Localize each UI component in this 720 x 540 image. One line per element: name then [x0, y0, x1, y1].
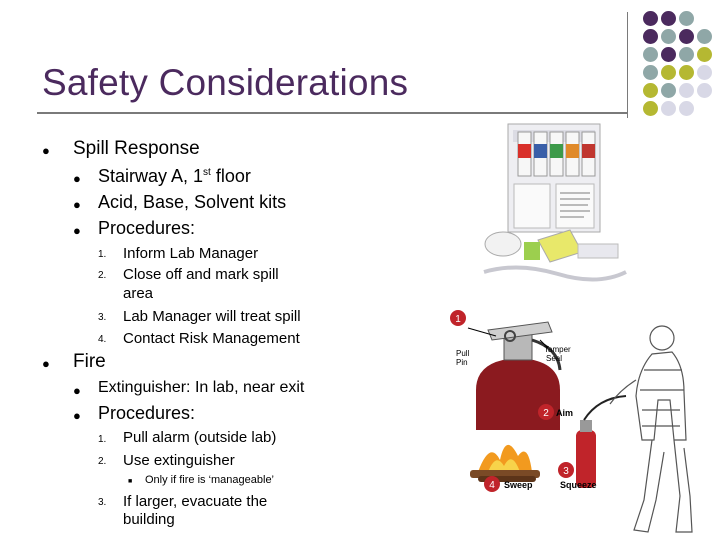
decor-dot — [679, 83, 694, 98]
label-tamper: Tamper — [544, 345, 571, 354]
decor-dot — [643, 83, 658, 98]
decor-dot — [661, 47, 676, 62]
step-badge-3 — [558, 462, 574, 478]
kit-sock — [484, 267, 626, 279]
fire-step-1: Pull alarm (outside lab) — [123, 429, 277, 446]
label-sweep: Sweep — [504, 480, 533, 490]
decor-dot — [661, 65, 676, 80]
spill-location-sup: st — [203, 167, 211, 178]
bullet-marker: ● — [73, 408, 81, 423]
fire-step-3-cont: building — [123, 511, 175, 528]
spill-step-4: Contact Risk Management — [123, 330, 300, 347]
label-squeeze: Squeeze — [560, 480, 597, 490]
kit-pad — [578, 244, 618, 258]
step-badge-2 — [538, 404, 554, 420]
fire-step-2: Use extinguisher — [123, 452, 235, 469]
kit-gloves — [485, 232, 521, 256]
fire-step-2-note: Only if fire is ‘manageable’ — [145, 474, 275, 486]
kit-green-pad — [524, 242, 540, 260]
decor-dot — [661, 101, 676, 116]
spill-step-3: Lab Manager will treat spill — [123, 308, 301, 325]
step-number: 1. — [98, 249, 107, 260]
decor-dot — [697, 83, 712, 98]
decor-dot — [697, 65, 712, 80]
step-number: 2. — [98, 270, 107, 281]
bullet-marker: ● — [73, 171, 81, 186]
slide-title: Safety Considerations — [42, 62, 409, 103]
kit-caution-sign — [538, 230, 582, 262]
decor-dot — [697, 47, 712, 62]
spill-response-heading: Spill Response — [73, 138, 200, 159]
label-pin: Pin — [456, 358, 468, 367]
spill-location — [98, 166, 251, 187]
extinguisher-diagram — [448, 300, 720, 540]
badge-1-number: 1 — [455, 314, 461, 325]
fire-step-3: If larger, evacuate the — [123, 493, 268, 510]
step-number: 3. — [98, 312, 107, 323]
wireframe-person — [610, 326, 692, 532]
kit-bottles — [518, 132, 595, 176]
spill-step-1: Inform Lab Manager — [123, 245, 259, 262]
fire-image — [470, 445, 540, 482]
decor-dot — [679, 47, 694, 62]
step-number: 2. — [98, 456, 107, 467]
label-pull: Pull — [456, 349, 470, 358]
step-number: 4. — [98, 334, 107, 345]
fire-heading: Fire — [73, 351, 106, 372]
spill-kit-image — [478, 122, 628, 292]
decor-dot — [643, 11, 658, 26]
decor-dot — [643, 101, 658, 116]
vertical-divider — [627, 12, 628, 118]
badge-2-number: 2 — [543, 408, 549, 419]
spill-step-2: Close off and mark spill — [123, 266, 279, 283]
extinguisher-small — [576, 396, 626, 488]
kit-bag — [514, 184, 550, 228]
badge-3-number: 3 — [563, 466, 569, 477]
decor-dot — [661, 29, 676, 44]
decor-dot — [661, 83, 676, 98]
decor-dot — [679, 101, 694, 116]
step-number: 1. — [98, 434, 107, 445]
label-aim: Aim — [556, 408, 574, 418]
title-underline — [37, 112, 627, 114]
label-seal: Seal — [546, 354, 563, 363]
spill-step-2-cont: area — [123, 285, 154, 302]
spill-location-suffix: floor — [210, 166, 251, 186]
decor-dot — [679, 29, 694, 44]
bullet-marker: ● — [73, 197, 81, 212]
badge-4-number: 4 — [489, 480, 495, 491]
sub-bullet-marker: ■ — [128, 478, 133, 485]
decor-dot — [679, 11, 694, 26]
bullet-marker: ● — [42, 143, 50, 158]
decor-dot — [643, 65, 658, 80]
decor-dot — [643, 29, 658, 44]
decor-dot — [697, 29, 712, 44]
decor-dot — [643, 47, 658, 62]
bullet-marker: ● — [73, 383, 81, 398]
fire-extinguisher-location: Extinguisher: In lab, near exit — [98, 379, 305, 396]
decor-dot — [679, 65, 694, 80]
bullet-marker: ● — [73, 223, 81, 238]
step-badge-4 — [484, 476, 500, 492]
decor-dot — [661, 11, 676, 26]
step-badge-1 — [450, 310, 466, 326]
bullet-marker: ● — [42, 356, 50, 371]
spill-procedures-label: Procedures: — [98, 218, 196, 238]
spill-location-text: Stairway A, 1 — [98, 166, 204, 186]
spill-kits: Acid, Base, Solvent kits — [98, 192, 287, 212]
fire-procedures-label: Procedures: — [98, 403, 196, 423]
step-number: 3. — [98, 497, 107, 508]
